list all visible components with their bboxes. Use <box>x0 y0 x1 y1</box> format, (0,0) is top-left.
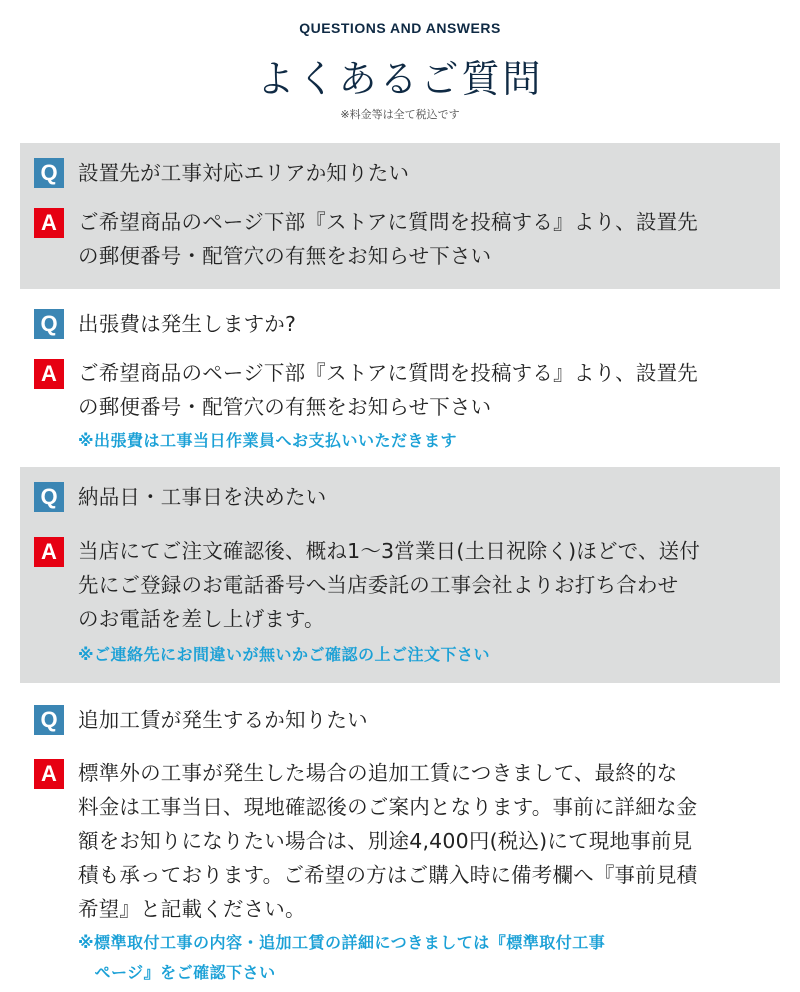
answer-note: ※ご連絡先にお間違いが無いかご確認の上ご注文下さい <box>78 645 491 664</box>
faq-item <box>20 143 780 289</box>
faq-item <box>20 467 780 683</box>
tax-note: ※料金等は全て税込です <box>340 108 460 121</box>
section-label-en: QUESTIONS AND ANSWERS <box>299 20 501 36</box>
answer-note: ※標準取付工事の内容・追加工賃の詳細につきましては『標準取付工事 ページ』をご確認下さい <box>78 933 606 982</box>
answer-text: 当店にてご注文確認後、概ね1〜3営業日(土日祝除く)ほどで、送付 先にご登録のお電話番号へ当店委託の工事会社よりお打ち合わせ のお電話を差し上げます。 <box>78 539 701 631</box>
answer-text: ご希望商品のページ下部『ストアに質問を投稿する』より、設置先 の郵便番号・配管穴の有無をお知らせ下さい <box>78 361 698 419</box>
question-text: 出張費は発生しますか? <box>78 312 297 336</box>
q-badge: Q <box>34 482 64 512</box>
faq-item <box>20 289 780 467</box>
answer-text: 標準外の工事が発生した場合の追加工賃につきまして、最終的な 料金は工事当日、現地確認後のご案内となります。事前に詳細な金 額をお知りになりたい場合は、別途4,400円(税込)にて現地事前見 積も承っております。ご希望の方はご購入時に備考欄へ『事前見積 希望』と記載ください。 <box>78 761 698 921</box>
q-badge: Q <box>34 158 64 188</box>
answer-text: ご希望商品のページ下部『ストアに質問を投稿する』より、設置先 の郵便番号・配管穴の有無をお知らせ下さい <box>78 210 698 268</box>
page-title: よくあるご質問 <box>256 57 544 101</box>
a-badge: A <box>34 537 64 567</box>
question-text: 納品日・工事日を決めたい <box>78 485 327 509</box>
answer-note: ※出張費は工事当日作業員へお支払いいただきます <box>78 431 458 450</box>
q-badge: Q <box>34 705 64 735</box>
question-text: 追加工賃が発生するか知りたい <box>78 708 368 732</box>
a-badge: A <box>34 359 64 389</box>
faq-item <box>20 683 780 992</box>
a-badge: A <box>34 759 64 789</box>
question-text: 設置先が工事対応エリアか知りたい <box>78 161 410 185</box>
a-badge: A <box>34 208 64 238</box>
q-badge: Q <box>34 309 64 339</box>
